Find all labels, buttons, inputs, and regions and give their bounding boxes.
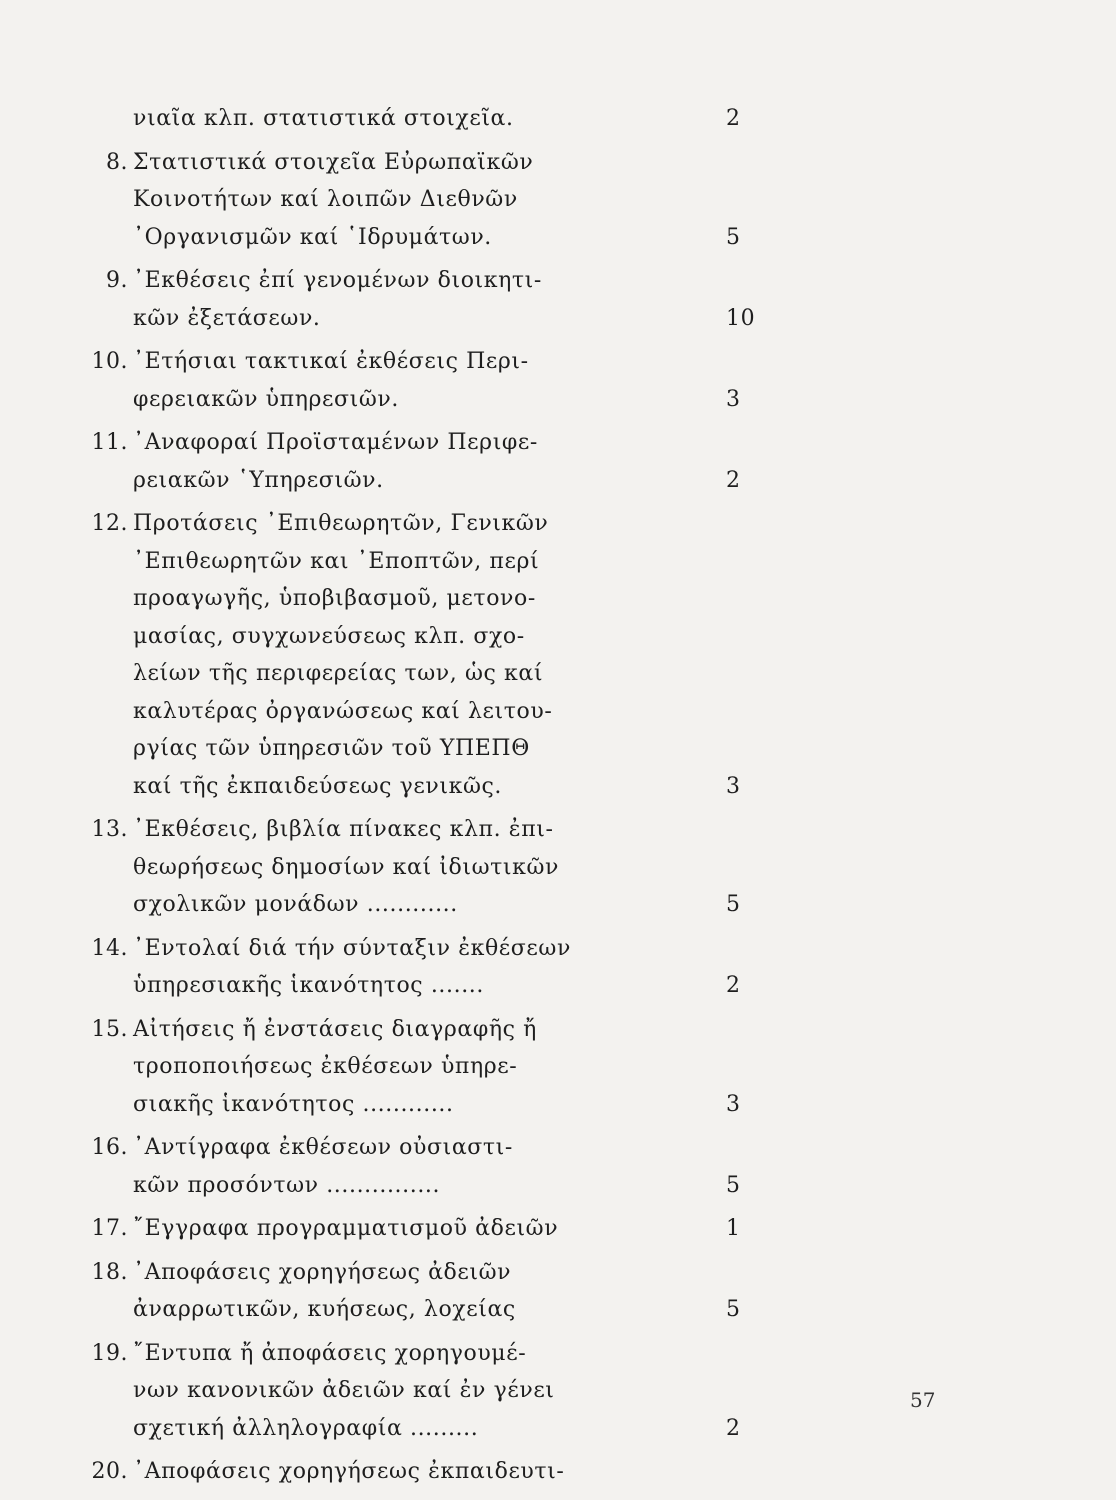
entry-count: 3 <box>726 773 741 799</box>
entry-text-line: Στατιστικά στοιχεῖα Εὐρωπαϊκῶν <box>133 149 534 175</box>
page-number: 57 <box>910 1388 936 1412</box>
list-item <box>78 424 758 499</box>
list-item <box>78 505 758 805</box>
entry-text-line: ᾿Εκθέσεις, βιβλία πίνακες κλπ. ἐπι- <box>133 817 554 842</box>
entry-number: 9. <box>106 268 128 293</box>
entry-text: κῶν προσόντων ............... <box>133 1172 441 1198</box>
entry-count: 3 <box>726 1091 741 1117</box>
entry-text-line <box>78 1167 758 1205</box>
list-item <box>78 811 758 924</box>
list-item <box>78 100 758 138</box>
entry-text: ᾿Αποφάσεις χορηγήσεως ἐκπαιδευτι- <box>133 1459 565 1484</box>
entry-text: ὑπηρεσιακῆς ἱκανότητος ....... <box>133 973 484 998</box>
list-item <box>78 343 758 418</box>
entry-number: 8. <box>106 149 128 175</box>
entry-text-line: ργίας τῶν ὑπηρεσιῶν τοῦ ΥΠΕΠΘ <box>133 736 530 761</box>
list-item <box>78 1210 758 1248</box>
entry-number: 17. <box>91 1216 128 1241</box>
list-item <box>78 144 758 257</box>
entry-number: 12. <box>91 511 128 536</box>
entry-text-line: θεωρήσεως δημοσίων καί ἰδιωτικῶν <box>133 854 560 880</box>
entry-count: 2 <box>726 467 741 493</box>
entry-text-line: τροποποιήσεως ἐκθέσεων ὑπηρε- <box>133 1054 518 1079</box>
entry-text: φερειακῶν ὑπηρεσιῶν. <box>133 386 399 412</box>
entry-text: ρειακῶν ῾Υπηρεσιῶν. <box>133 467 384 493</box>
entry-text: σιακῆς ἱκανότητος ............ <box>133 1091 454 1117</box>
entry-number: 15. <box>91 1016 128 1042</box>
entry-number: 20. <box>91 1459 128 1484</box>
entry-text-line <box>78 300 758 338</box>
entry-text-line <box>78 462 758 500</box>
entry-count: 2 <box>726 1415 741 1441</box>
entry-text-line <box>78 967 758 1005</box>
entry-text-line: Κοινοτήτων καί λοιπῶν Διεθνῶν <box>133 187 518 212</box>
entry-number: 18. <box>91 1259 128 1285</box>
entry-text-line: νων κανονικῶν ἀδειῶν καί ἐν γένει <box>133 1378 555 1403</box>
entry-text-line <box>78 886 758 924</box>
entry-text-line <box>78 219 758 257</box>
entry-text-line: ᾿Αντίγραφα ἐκθέσεων οὐσιαστι- <box>133 1135 513 1160</box>
entry-text: ᾿Οργανισμῶν καί ῾Ιδρυμάτων. <box>133 224 492 250</box>
entry-text-line <box>78 1291 758 1329</box>
entry-text-line: ᾿Αποφάσεις χορηγήσεως ἀδειῶν <box>133 1259 512 1285</box>
entry-text-line: ᾿Ετήσιαι τακτικαί ἐκθέσεις Περι- <box>133 349 529 374</box>
entry-text-line <box>78 768 758 806</box>
list-item <box>78 930 758 1005</box>
list-item <box>78 1335 758 1448</box>
entry-text-line: ῎Εντυπα ἤ ἀποφάσεις χορηγουμέ- <box>133 1340 527 1366</box>
entry-number: 10. <box>91 349 128 374</box>
entry-text-line: μασίας, συγχωνεύσεως κλπ. σχο- <box>133 623 525 649</box>
entry-count: 2 <box>726 973 741 998</box>
entry-text-line: ᾿Εντολαί διά τήν σύνταξιν ἐκθέσεων <box>133 935 571 961</box>
entry-text-line <box>78 1210 758 1248</box>
entry-text: ῎Εγγραφα προγραμματισμοῦ ἀδειῶν <box>133 1216 559 1241</box>
entry-text: νιαῖα κλπ. στατιστικά στοιχεῖα. <box>133 106 514 131</box>
entry-text-line: λείων τῆς περιφερείας των, ὡς καί <box>133 661 544 686</box>
entry-text-line: προαγωγῆς, ὑποβιβασμοῦ, μετονο- <box>133 586 536 611</box>
entry-text-line: Αἰτήσεις ἤ ἐνστάσεις διαγραφῆς ἤ <box>133 1016 537 1042</box>
entry-text-line <box>78 100 758 138</box>
entry-count: 2 <box>726 106 741 131</box>
list-item <box>78 1011 758 1124</box>
entry-number: 19. <box>91 1340 128 1366</box>
entry-text-line <box>78 381 758 419</box>
entry-count: 5 <box>726 224 741 250</box>
entry-count: 10 <box>726 305 756 331</box>
entry-list <box>78 100 758 1497</box>
entry-text-line: ᾿Εκθέσεις ἐπί γενομένων διοικητι- <box>133 268 542 293</box>
entry-count: 1 <box>726 1216 741 1241</box>
entry-number: 14. <box>91 935 128 961</box>
entry-text-line <box>78 1086 758 1124</box>
list-item <box>78 262 758 337</box>
entry-text: καί τῆς ἐκπαιδεύσεως γενικῶς. <box>133 773 503 799</box>
entry-count: 5 <box>726 892 741 917</box>
entry-text-line <box>78 1410 758 1448</box>
entry-text-line: Προτάσεις ᾿Επιθεωρητῶν, Γενικῶν <box>133 511 549 536</box>
entry-text: σχετική ἀλληλογραφία ......... <box>133 1415 479 1441</box>
list-item <box>78 1129 758 1204</box>
entry-text-line: ᾿Αναφοραί Προϊσταμένων Περιφε- <box>133 430 538 455</box>
entry-number: 16. <box>91 1135 128 1160</box>
entry-number: 11. <box>91 430 128 455</box>
list-item <box>78 1453 758 1491</box>
entry-text-line: καλυτέρας ὀργανώσεως καί λειτου- <box>133 698 553 724</box>
entry-text: ἀναρρωτικῶν, κυήσεως, λοχείας <box>133 1297 516 1322</box>
entry-text: σχολικῶν μονάδων ............ <box>133 892 458 917</box>
entry-text-line <box>78 1453 758 1491</box>
entry-number: 13. <box>91 817 128 842</box>
entry-count: 5 <box>726 1172 741 1198</box>
entry-count: 5 <box>726 1297 741 1322</box>
list-item <box>78 1254 758 1329</box>
entry-count: 3 <box>726 386 741 412</box>
entry-text: κῶν ἐξετάσεων. <box>133 305 321 331</box>
entry-text-line: ᾿Επιθεωρητῶν και ᾿Εποπτῶν, περί <box>133 548 540 574</box>
